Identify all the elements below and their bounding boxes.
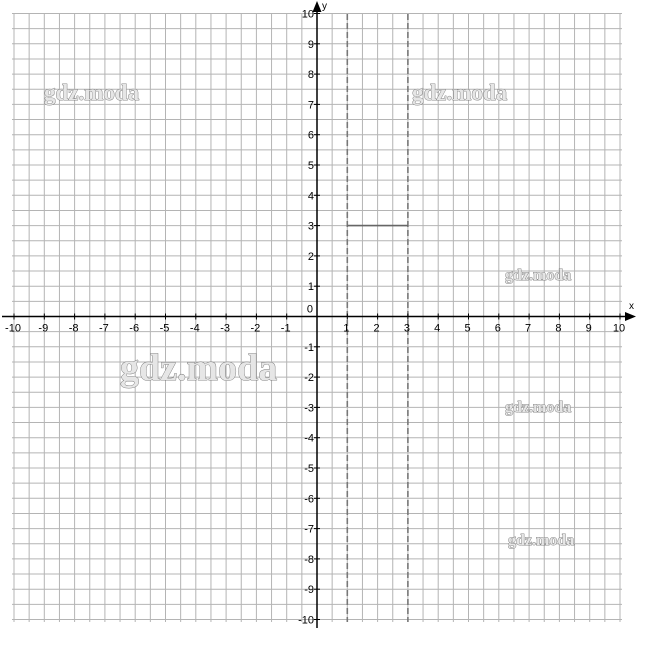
y-axis-label: y [322,1,327,12]
x-axis-arrow [625,312,636,321]
x-tick-label: -8 [68,322,79,335]
x-tick-label: 9 [585,322,592,335]
y-tick-label: 5 [307,160,314,172]
x-tick-label: -7 [99,322,109,335]
y-tick-label: -1 [304,341,314,354]
y-tick-label: -8 [304,553,314,566]
watermark: gdz.moda [120,347,278,389]
x-tick-label: -6 [129,322,140,335]
watermark: gdz.moda [505,399,572,416]
y-tick-label: 9 [307,38,314,51]
y-tick-label: 3 [307,220,314,233]
y-tick-label: -4 [304,432,314,445]
y-tick-label: 7 [307,99,314,112]
x-tick-label: 5 [464,322,471,335]
watermark: gdz.moda [505,267,572,284]
y-tick-label: 8 [307,69,314,82]
x-tick-label: 6 [494,322,501,335]
y-tick-label: -7 [304,523,314,536]
y-tick-label: 1 [307,281,314,294]
x-tick-label: -10 [5,322,21,335]
y-tick-label: -2 [304,372,314,385]
x-tick-label: -1 [280,322,291,335]
x-tick-label: -2 [250,322,261,335]
watermark: gdz.moda [412,80,508,105]
x-tick-label: 4 [434,322,441,335]
y-tick-label: -5 [304,463,314,475]
x-tick-label: 2 [373,322,380,335]
y-tick-label: 2 [307,250,314,263]
x-axis-label: x [629,301,634,312]
y-tick-label: -9 [304,584,314,597]
x-tick-label: 1 [343,322,350,335]
x-tick-label: -4 [189,322,200,335]
y-tick-label: -3 [304,402,314,415]
watermark: gdz.moda [508,532,575,549]
x-tick-label: 3 [403,322,410,335]
y-tick-label: 4 [307,190,314,203]
y-tick-label: -6 [304,493,314,506]
y-tick-label: -10 [298,614,314,627]
y-tick-label: 10 [301,8,314,21]
x-tick-label: -3 [220,322,230,335]
origin-label: 0 [306,303,313,316]
watermark: gdz.moda [44,80,140,105]
x-tick-label: 7 [525,322,532,335]
x-tick-label: 10 [612,322,626,335]
x-tick-label: -5 [159,322,170,335]
x-tick-label: -9 [38,322,49,335]
x-tick-label: 8 [555,322,562,335]
y-tick-label: 6 [307,129,314,142]
